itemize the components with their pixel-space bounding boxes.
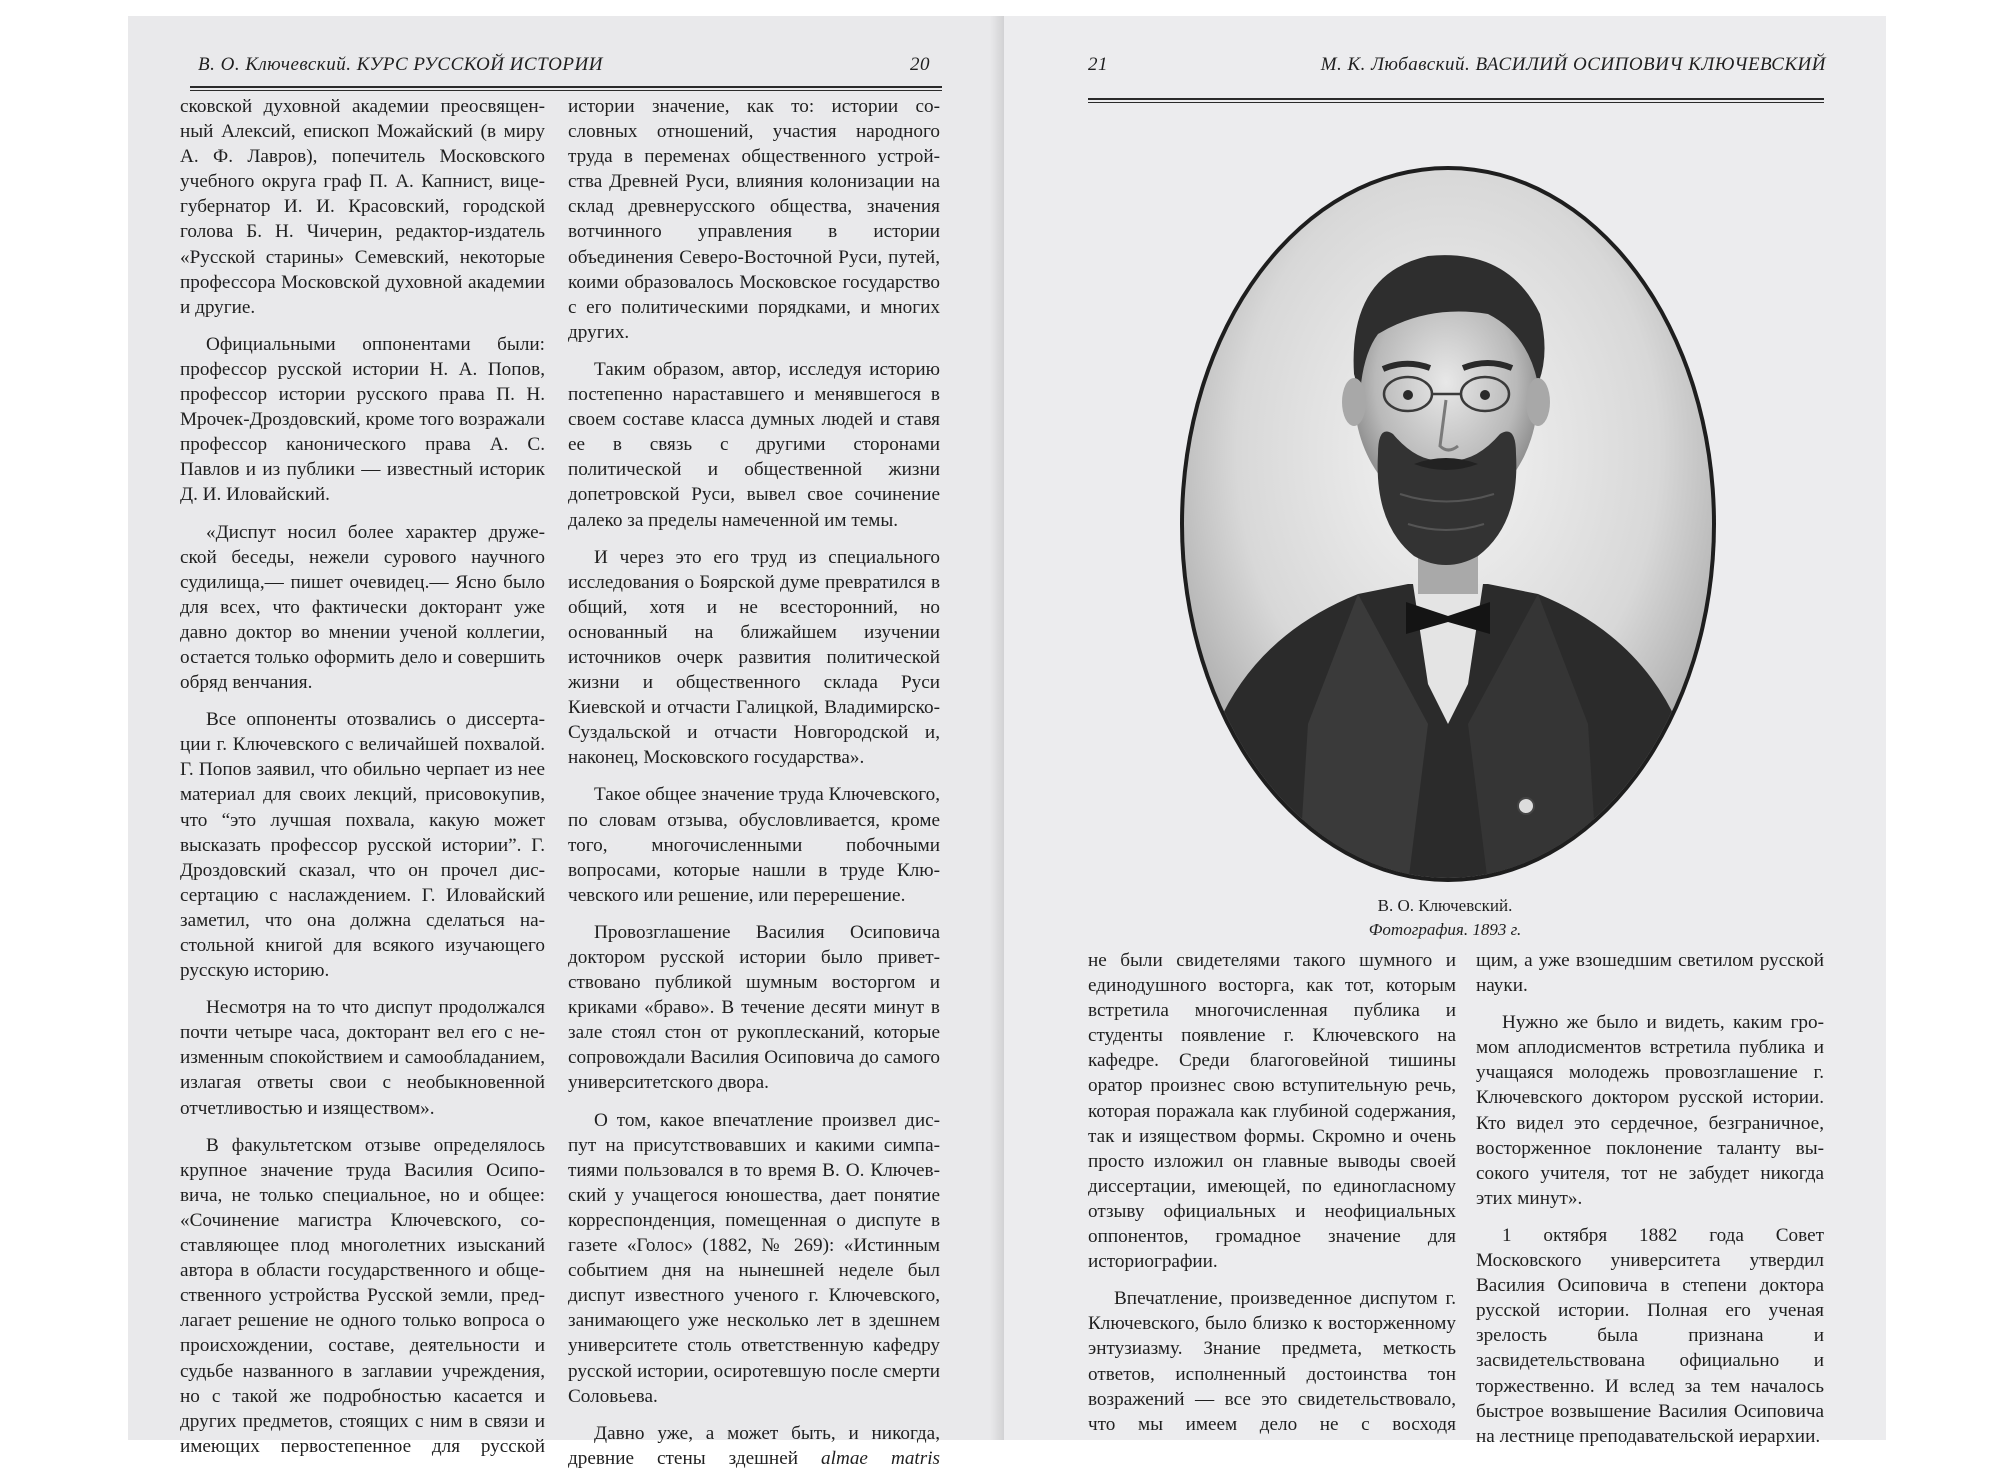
header-rule-thin bbox=[190, 90, 942, 91]
paragraph bbox=[568, 1421, 940, 1471]
paragraph: Официальными оппонентами были: профессор русской истории Н. А. Попов, профессор истории русского права П. Н. Мрочек-Дроздовский, кроме того возражали профессор канонического права А. С. Павлов и из публики — известный историк Д. И. Иловайский. bbox=[180, 333, 545, 506]
paragraph: Провозглашение Василия Осиповича доктором русской истории было приветствовано публикой шумным восторгом и криками «браво». В течение десяти минут в зале стоял стон от рукоплесканий, которые сопровождали Василия Осиповича до самого университетского двора. bbox=[568, 921, 940, 1094]
paragraph: истории значение, как то: истории сословных отношений, участия народного труда в переменах общественного устройства Древней Руси, влияния колонизации на склад древнерусского общества, значения вотчинного управления в истории объединения Северо-Восточной Руси, путей, коими образовалось Московское государство с его политическими порядками, и многих других. bbox=[568, 96, 940, 343]
header-rule-thin bbox=[1088, 102, 1824, 103]
paragraph: сковской духовной академии преосвященный Алексий, епископ Можайский (в миру А. Ф. Лавров), попечитель Московского учебного округа граф П. А. Капнист, вице-губернатор И. И. Красовский, городской голова Б. Н. Чичерин, редактор-издатель «Русской старины» Семевский, некоторые профессора Московской духовной академии и другие. bbox=[180, 96, 545, 318]
left-page bbox=[128, 16, 1004, 1469]
right-running-head: М. К. Любавский. ВАСИЛИЙ ОСИПОВИЧ КЛЮЧЕВСКИЙ bbox=[1320, 54, 1826, 75]
left-running-head: В. О. Ключевский. КУРС РУССКОЙ ИСТОРИИ bbox=[198, 54, 603, 75]
left-column-1 bbox=[180, 94, 545, 1471]
header-rule bbox=[1088, 98, 1824, 100]
paragraph: О том, какое впечатление произвел диспут на присутствовавших и какими симпатиями пользовался в то время В. О. Ключевский у учащегося юношества, дает понятие корреспонденция, помещенная о диспуте в газете «Голос» (1882, № 269): «Истинным событием дня на нынешней неделе был диспут известного ученого г. Ключевского, занимающего уже несколько лет в здешнем университете столь ответственную кафедру русской истории, осиротевшую после смерти Соловьева. bbox=[568, 1109, 940, 1407]
header-rule bbox=[190, 86, 942, 88]
right-column-2 bbox=[1476, 948, 1824, 1461]
latin-phrase: almae matris bbox=[821, 1447, 941, 1469]
right-page bbox=[1004, 16, 1886, 1447]
paragraph: В факультетском отзыве определялось крупное значение труда Василия Осиповича, не только специальное, но и общее: «Сочинение магистра Ключевского, составляющее плод многолетних изысканий автора в области государственного и общественного устройства Русской земли, предлагает решение не одного только вопроса о происхождении, составе, деятельности и судьбе названного в заглавии учреждения, но с такой же подробностью касается и других предметов, стоящих с ним в связи и имеющих первостепенное для русской bbox=[180, 1134, 545, 1457]
portrait-image bbox=[1178, 164, 1718, 884]
paragraph: 1 октября 1882 года Совет Московского университета утвердил Василия Осиповича в степени доктора русской истории. Полная его ученая зрелость была признана и засвидетельствована официально и торжественно. И вслед за тем началось быстрое возвышение Василия Осиповича на лестнице преподавательской иерархии. bbox=[1476, 1224, 1824, 1447]
paragraph: Таким образом, автор, исследуя историю постепенно нараставшего и менявшегося в своем составе класса думных людей и ставя ее в связь с другими сторонами политической и общественной жизни допетровской Руси, вывел свое сочинение далеко за пределы намеченной им темы. bbox=[568, 358, 940, 531]
right-column-1 bbox=[1088, 948, 1456, 1449]
paragraph: «Диспут носил более характер дружеской беседы, нежели сурового научного судилища,— пишет очевидец.— Ясно было для всех, что фактически докторант уже давно доктор во мнении ученой коллегии, остается только оформить дело и совершить обряд венчания. bbox=[180, 521, 545, 694]
paragraph: И через это его труд из специального исследования о Боярской думе превратился в общий, хотя и не всесторонний, но основанный на ближайшем изучении источников очерк развития политической жизни и общественного склада Руси Киевской и отчасти Галицкой, Владимирско-Суздальской и отчасти Новгородской и, наконец, Московского государства». bbox=[568, 546, 940, 769]
photo-caption-name: В. О. Ключевский. bbox=[1377, 896, 1513, 915]
left-column-2 bbox=[568, 94, 940, 1483]
right-page-number: 21 bbox=[1088, 54, 1108, 75]
paragraph: щим, а уже взошедшим светилом русской науки. bbox=[1476, 950, 1824, 997]
text-run: Давно уже, а может быть, и никогда, древние стены здешней bbox=[568, 1422, 940, 1469]
paragraph: Несмотря на то что диспут продолжался почти четыре часа, докторант вел его с неизменным спокойствием и самообладанием, излагая ответы свои с необыкновенной отчетливостью и изяществом». bbox=[180, 997, 545, 1119]
photo-caption-date: Фотография. 1893 г. bbox=[1368, 920, 1522, 939]
paragraph: Впечатление, произведенное диспутом г. Ключевского, было близко к восторженному энтузиазму. Знание предмета, меткость ответов, исполненный достоинства тон возражений — все это свидетельствовало, что мы имеем дело не с восходя bbox=[1088, 1288, 1456, 1435]
paragraph: Такое общее значение труда Ключевского, по словам отзыва, обусловливается, кроме того, многочисленными побочными вопросами, которые нашли в труде Ключевского или решение, или перерешение. bbox=[568, 784, 940, 906]
portrait-photo bbox=[1178, 164, 1718, 884]
paragraph: Все оппоненты отозвались о диссертации г. Ключевского с величайшей похвалой. Г. Попов заявил, что обильно черпает из нее материал для своих лекций, присовокупив, что “это лучшая похвала, какую может высказать профессор русской истории”. Г. Дроздовский сказал, что он прочел диссертацию с наслаждением. Г. Иловайский заметил, что она должна сделаться настольной книгой для всякого изучающего русскую историю. bbox=[180, 709, 545, 982]
paragraph: не были свидетелями такого шумного и единодушного восторга, как тот, которым встретила многочисленная публика и студенты появление г. Ключевского на кафедре. Среди благоговейной тишины оратор произнес свою вступительную речь, которая поражала как глубиной содержания, так и изяществом формы. Скромно и очень просто изложил он главные выводы своей диссертации, имеющей, по единогласному отзыву официальных и неофициальных оппонентов, громадное значение для историографии. bbox=[1088, 950, 1456, 1273]
left-page-number: 20 bbox=[910, 54, 930, 75]
paragraph: Нужно же было и видеть, каким громом аплодисментов встретила публика и учащаяся молодежь провозглашение г. Ключевского доктором русской истории. Кто видел это сердечное, безграничное, восторженное поклонение таланту высокого учителя, тот не забудет никогда этих минут». bbox=[1476, 1012, 1824, 1209]
